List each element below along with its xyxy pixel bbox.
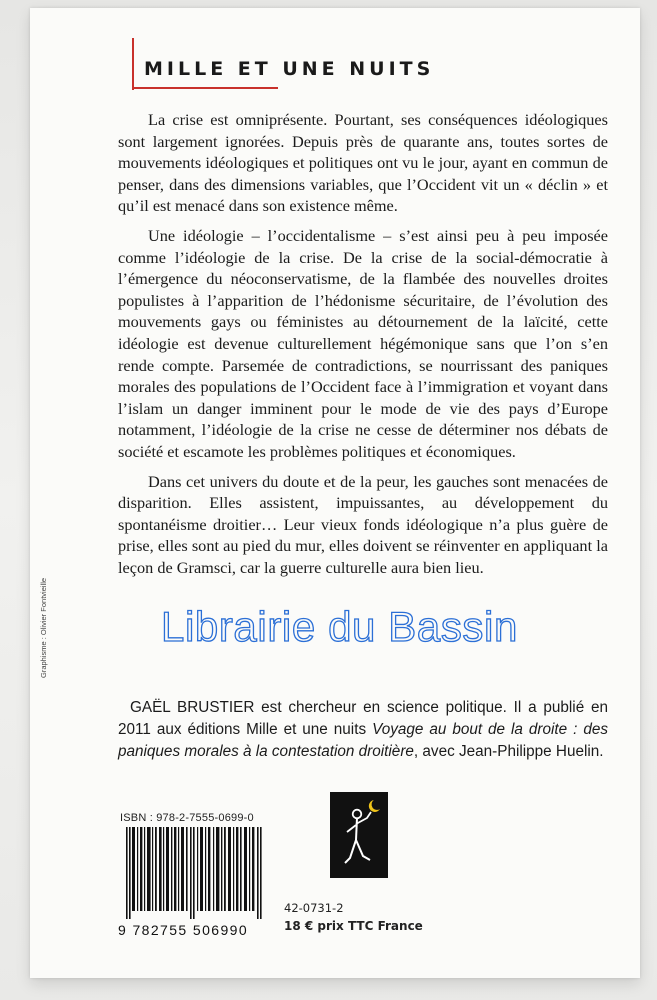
series-title: MILLE ET UNE NUITS xyxy=(144,58,435,80)
author-note-text-end: , avec Jean-Philippe Huelin. xyxy=(413,742,604,760)
author-note xyxy=(118,697,608,762)
barcode xyxy=(126,827,266,919)
blurb-paragraph: La crise est omniprésente. Pourtant, ses conséquences idéologiques sont largement ignorées. Depuis près de quarante ans, toutes sortes de mouvements idéologiques et politiques ont vu le jour, ayant en commun de penser, dans des dimensions variables, que l’Occident vit un « déclin » et qu’il est menacé dans son existence même. xyxy=(118,110,608,216)
design-credit: Graphisme : Olivier Fontvieille xyxy=(39,577,48,678)
price: 18 € prix TTC France xyxy=(284,919,423,933)
walking-figure-icon xyxy=(330,792,388,878)
series-header xyxy=(132,38,562,90)
author-note-text: GAËL BRUSTIER est chercheur en science politique. Il a publié en 2011 aux éditions Mille et une nuits xyxy=(118,699,608,738)
blurb-text xyxy=(118,109,608,586)
series-rule-horizontal xyxy=(132,87,278,89)
book-back-cover xyxy=(30,8,640,978)
blurb-paragraph: Une idéologie – l’occidentalisme – s’est ainsi peu à peu imposée comme l’idéologie de la crise. De la crise de la social-démocratie à l’émergence du néoconservatisme, de la flambée des nouvelles droites populistes à l’apparition de l’hédonisme sécuritaire, de l’évolution des mouvements gays ou féministes au détournement de la laïcité, cette idéologie est devenue culturellement hégémonique sans que l’on s’en rende compte. Parsemée de contradictions, se nourrissant des paniques morales des populations de l’Occident face à l’immigration et voyant dans l’islam un danger imminent pour le mode de vie des pays d’Europe notamment, l’idéologie de la crise ne cesse de déterminer nos débats de société et escamote les problèmes politiques et économiques. xyxy=(118,225,608,461)
reference-number: 42-0731-2 xyxy=(284,901,344,915)
author-book-title: Voyage au bout de la droite : des paniques morales à la contestation droitière xyxy=(118,720,608,760)
isbn-label: ISBN : 978-2-7555-0699-0 xyxy=(120,812,254,824)
shop-watermark: Librairie du Bassin xyxy=(161,603,518,650)
blurb-paragraph: Dans cet univers du doute et de la peur, les gauches sont menacées de disparition. Elles assistent, impuissantes, au développement du spontanéisme droitier… Leur vieux fonds idéologique n’a plus guère de prise, elles sont au pied du mur, elles doivent se réinventer en appliquant la leçon de Gramsci, car la guerre culturelle aura bien lieu. xyxy=(118,471,608,577)
barcode-digits: 9 782755 506990 xyxy=(118,922,248,938)
author-note-paragraph xyxy=(118,697,608,762)
series-rule-vertical xyxy=(132,38,134,90)
